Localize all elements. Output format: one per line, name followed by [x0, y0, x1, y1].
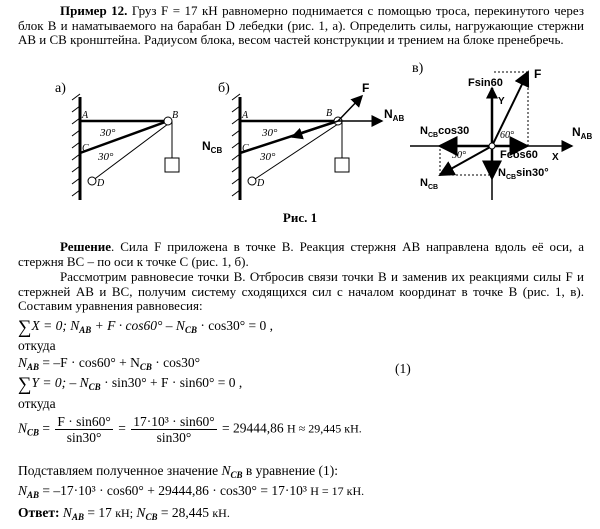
angle-30-b1: 30° — [262, 127, 278, 139]
solution-p2: Рассмотрим равновесие точки B. Отбросив связи точки B и заменив их реакциями силы F и стержней AB и BC, получим систему сходящихся сил с началом координат в точке B (рис. 1, в). Составим уравнения равновесия: — [18, 269, 584, 313]
substitute-line: Подставляем полученное значение $N_{CB}$ в уравнение (1): — [18, 463, 339, 480]
equation-ncb: $N_{CB}$ = $\frac{F \cdot \sin 60^\circ}{\sin 30^\circ}$ = $\frac{\text{17·10³ · sin60°}}{\sin 30^\circ}$ = 29444,86 Н ≈ 29,445 кН. — [18, 414, 362, 445]
solution-p1-text: . Сила F приложена в точке B. Реакция стержня AB направлена вдоль её оси, а стержня BC – по оси к точке C (рис. 1, б). — [18, 239, 584, 269]
label-fsin60: Fsin60 — [468, 77, 503, 89]
answer-line: Ответ: $N_{AB} = 17$ кН; $N_{CB} = 28,445$ кН. — [18, 505, 230, 522]
equation-nab-value: $N_{AB} = -17\cdot 10^3 \cdot \cos 60^\circ + 29444,86 \cdot \cos 30^\circ = 17\cdot 10^3$ Н = 17 кН. — [18, 483, 365, 500]
panel-b — [202, 81, 404, 200]
equation-nab: $N_{AB} = -F \cdot \cos 60^\circ + N_{CB} \cdot \cos 30^\circ$ — [18, 355, 201, 372]
equation-number: (1) — [395, 361, 411, 376]
label-ncb-c: $N_{CB}$ — [420, 177, 439, 191]
label-f-b: F — [362, 81, 370, 95]
label-d: D — [97, 178, 105, 189]
label-d-b: D — [257, 178, 265, 189]
equation-sum-y: ∑Y = 0; – $N_{CB} \cdot \sin 30^\circ + F \cdot \sin 60^\circ = 0$ , — [18, 374, 243, 395]
axis-x-label: X — [552, 152, 559, 163]
angle-30-a1: 30° — [100, 127, 116, 139]
odkuda-2: откуда — [18, 396, 56, 411]
solution-heading: Решение — [60, 239, 112, 254]
odkuda-1: откуда — [18, 338, 56, 353]
label-ncbcos30: $N_{CB}\cos 30$ — [420, 125, 470, 139]
equation-sum-x: ∑X = 0; $N_{AB} + F \cdot \cos 60^\circ - N_{CB} \cdot \cos 30^\circ = 0$ , — [18, 317, 273, 338]
problem-text: Груз F = 17 кН равномерно поднимается с помощью троса, перекинутого через блок B и наматываемого на барабан D лебедки (рис. 1, а). Определить силы, нагружающие стержни AB и CB кронштейна. Радиусом блока, весом частей конструкции и трением на блоке пренебречь. — [18, 3, 584, 47]
axis-y-label: Y — [498, 96, 505, 107]
label-nab-b: $N_{AB}$ — [384, 107, 405, 123]
label-b: B — [172, 110, 179, 121]
label-f-c: F — [534, 67, 542, 81]
solution-p1 — [18, 240, 584, 269]
angle-30-a2: 30° — [98, 151, 114, 163]
label-nab-c: $N_{AB}$ — [572, 125, 593, 141]
angle-30-c: 30° — [452, 150, 466, 161]
label-c: C — [82, 143, 89, 154]
figure-caption: Рис. 1 — [282, 210, 318, 225]
label-b-b: B — [326, 108, 333, 119]
label-a: A — [82, 110, 89, 121]
panel-a-label: а) — [55, 81, 66, 96]
label-fcos60: Fcos60 — [500, 149, 538, 161]
label-c-b: C — [242, 143, 249, 154]
problem-statement — [18, 4, 584, 48]
panel-c — [410, 61, 592, 200]
panel-b-label: б) — [218, 81, 230, 96]
panel-a — [55, 81, 179, 200]
angle-60-c: 60° — [500, 130, 514, 141]
label-a-b: A — [242, 110, 249, 121]
angle-30-b2: 30° — [260, 151, 276, 163]
panel-c-label: в) — [412, 61, 424, 76]
problem-label: Пример 12. — [60, 3, 128, 18]
label-ncbsin30: $N_{CB}\sin 30^\circ$ — [498, 167, 549, 181]
label-ncb-b: $N_{CB}$ — [202, 139, 223, 155]
